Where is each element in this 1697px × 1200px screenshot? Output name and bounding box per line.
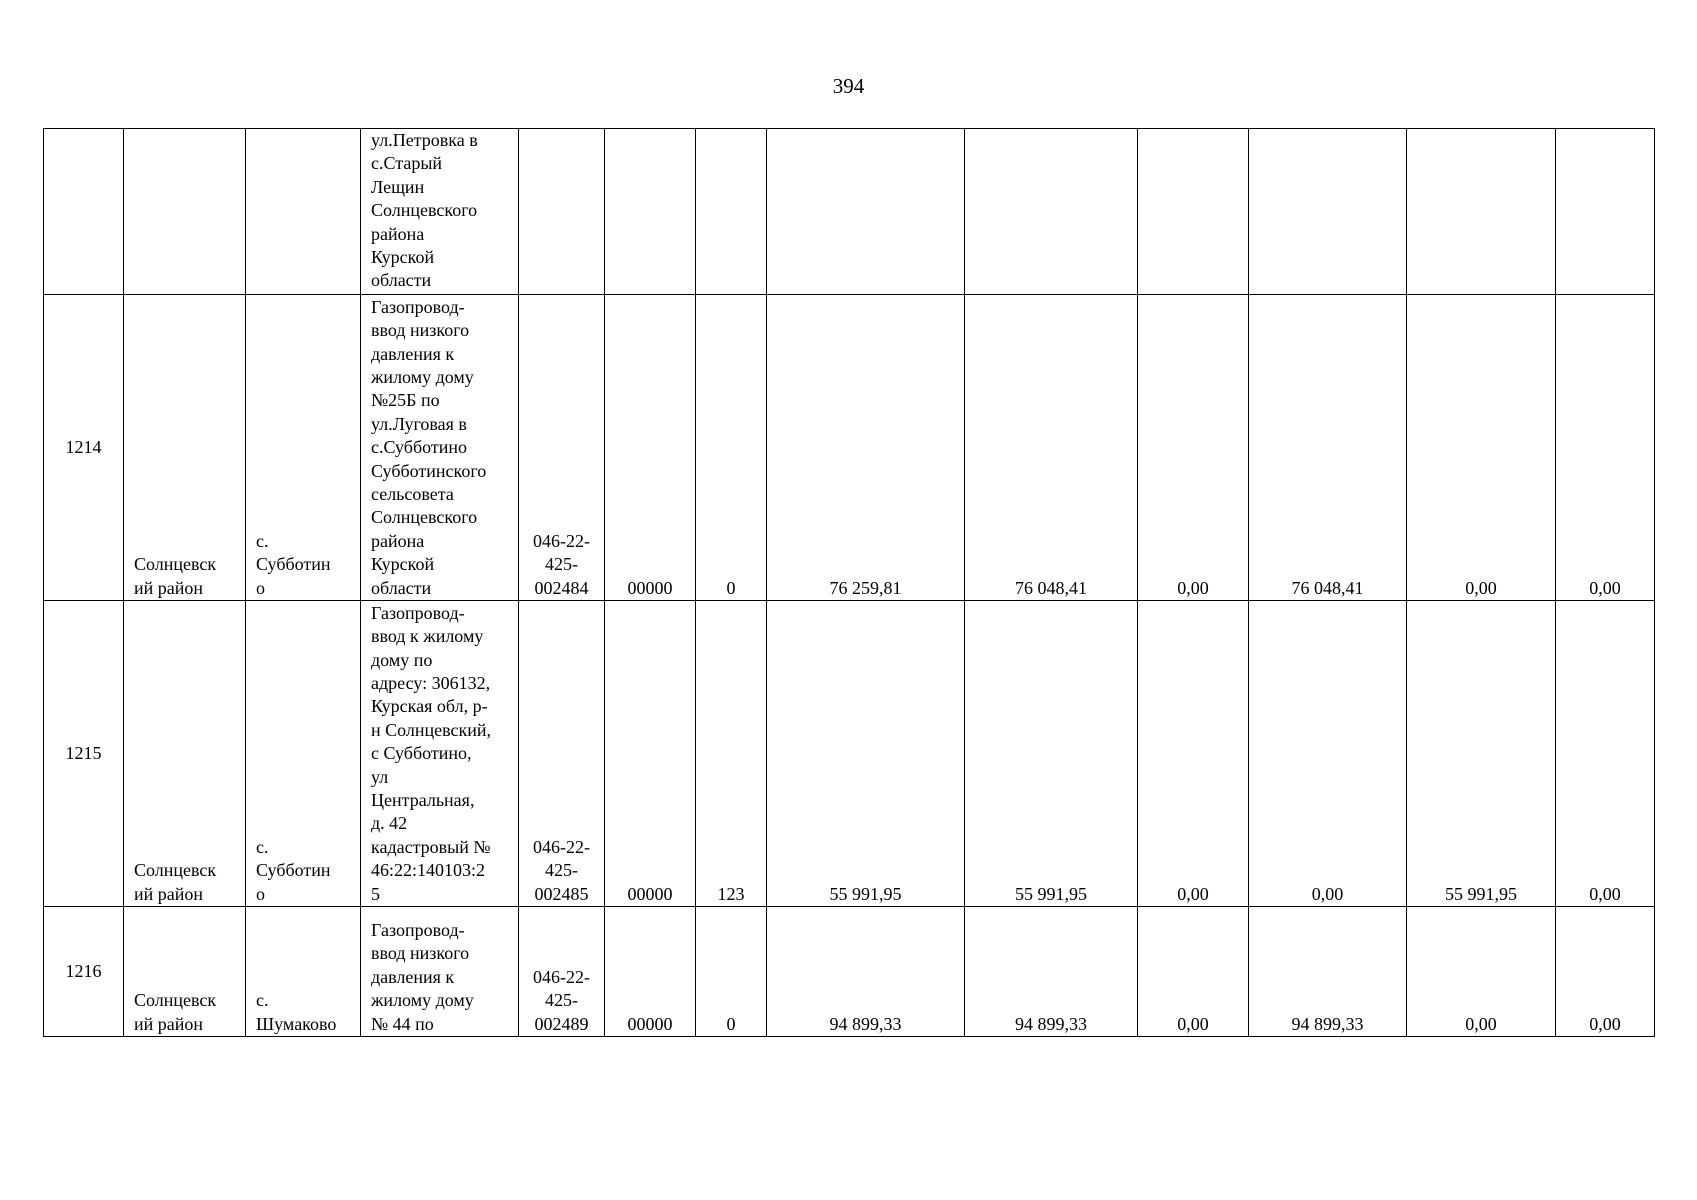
amount-cell-1: 94 899,33 xyxy=(767,907,965,1037)
column-5-cell: 00000 xyxy=(605,295,696,601)
code-cell: 046-22- 425- 002484 xyxy=(519,295,605,601)
amount-cell-2 xyxy=(965,129,1138,295)
registry-table xyxy=(43,128,1655,1037)
locality-cell: с. Субботин о xyxy=(246,295,361,601)
amount-cell-5: 0,00 xyxy=(1407,295,1556,601)
amount-cell-1 xyxy=(767,129,965,295)
column-6-cell: 0 xyxy=(696,295,767,601)
district-cell: Солнцевск ий район xyxy=(124,601,246,907)
row-index-cell: 1214 xyxy=(44,295,124,601)
column-5-cell: 00000 xyxy=(605,601,696,907)
row-index-cell: 1215 xyxy=(44,601,124,907)
page-number: 394 xyxy=(832,74,865,98)
row-index-cell xyxy=(44,129,124,295)
column-6-cell: 123 xyxy=(696,601,767,907)
amount-cell-5: 55 991,95 xyxy=(1407,601,1556,907)
amount-cell-3: 0,00 xyxy=(1138,295,1249,601)
table-row xyxy=(44,601,1655,907)
amount-cell-5 xyxy=(1407,129,1556,295)
amount-cell-6: 0,00 xyxy=(1556,907,1655,1037)
amount-cell-2: 94 899,33 xyxy=(965,907,1138,1037)
table-row xyxy=(44,907,1655,1037)
amount-cell-4: 76 048,41 xyxy=(1249,295,1407,601)
description-cell: Газопровод- ввод низкого давления к жилому дому № 44 по xyxy=(361,907,519,1037)
amount-cell-6 xyxy=(1556,129,1655,295)
amount-cell-3 xyxy=(1138,129,1249,295)
amount-cell-4: 94 899,33 xyxy=(1249,907,1407,1037)
locality-cell: с. Шумаково xyxy=(246,907,361,1037)
amount-cell-5: 0,00 xyxy=(1407,907,1556,1037)
amount-cell-3: 0,00 xyxy=(1138,601,1249,907)
code-cell: 046-22- 425- 002489 xyxy=(519,907,605,1037)
amount-cell-3: 0,00 xyxy=(1138,907,1249,1037)
amount-cell-6: 0,00 xyxy=(1556,601,1655,907)
locality-cell: с. Субботин о xyxy=(246,601,361,907)
code-cell xyxy=(519,129,605,295)
amount-cell-1: 55 991,95 xyxy=(767,601,965,907)
description-cell: Газопровод- ввод низкого давления к жилому дому №25Б по ул.Луговая в с.Субботино Субботинского сельсовета Солнцевского района Курской области xyxy=(361,295,519,601)
column-5-cell xyxy=(605,129,696,295)
amount-cell-6: 0,00 xyxy=(1556,295,1655,601)
amount-cell-1: 76 259,81 xyxy=(767,295,965,601)
column-6-cell xyxy=(696,129,767,295)
district-cell: Солнцевск ий район xyxy=(124,295,246,601)
amount-cell-4: 0,00 xyxy=(1249,601,1407,907)
row-index-cell: 1216 xyxy=(44,907,124,1037)
table-row xyxy=(44,295,1655,601)
district-cell xyxy=(124,129,246,295)
amount-cell-4 xyxy=(1249,129,1407,295)
district-cell: Солнцевск ий район xyxy=(124,907,246,1037)
description-cell: ул.Петровка в с.Старый Лещин Солнцевского района Курской области xyxy=(361,129,519,295)
table-row xyxy=(44,129,1655,295)
column-5-cell: 00000 xyxy=(605,907,696,1037)
locality-cell xyxy=(246,129,361,295)
amount-cell-2: 76 048,41 xyxy=(965,295,1138,601)
column-6-cell: 0 xyxy=(696,907,767,1037)
code-cell: 046-22- 425- 002485 xyxy=(519,601,605,907)
amount-cell-2: 55 991,95 xyxy=(965,601,1138,907)
description-cell: Газопровод- ввод к жилому дому по адресу: 306132, Курская обл, р- н Солнцевский, с Субботино, ул Центральная, д. 42 кадастровый № 46:22:140103:2 5 xyxy=(361,601,519,907)
